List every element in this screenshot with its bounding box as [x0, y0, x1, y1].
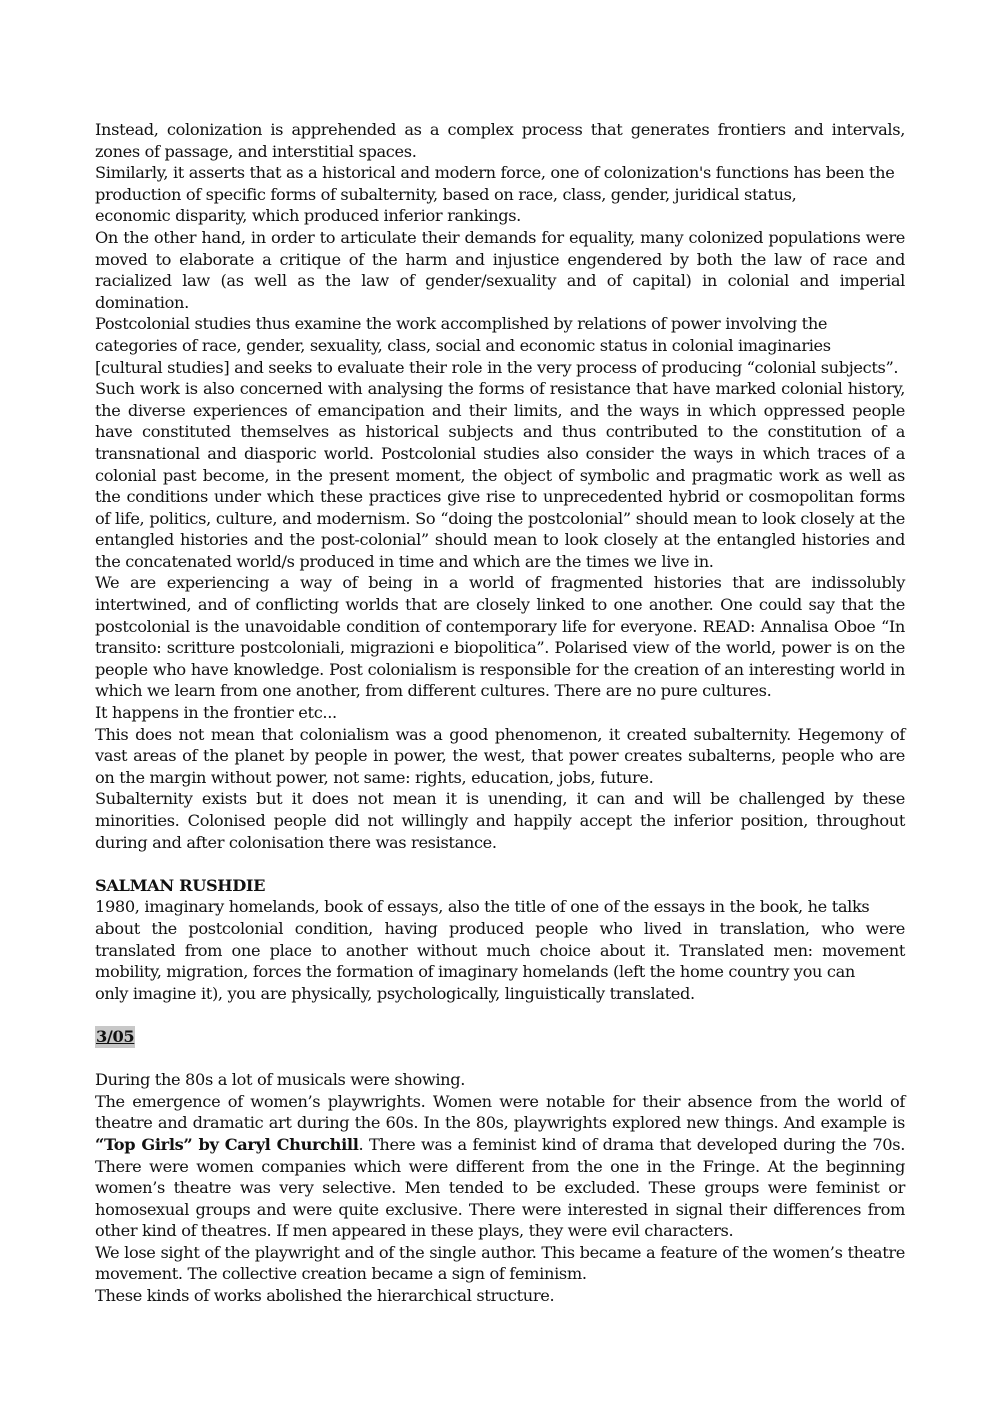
women-playwrights-text-a: The emergence of women’s playwrights. Women were notable for their absence from the world of theatre and dramatic art during the 60s. In the 80s, playwrights explored new things. And example is — [95, 1091, 905, 1133]
paragraph-subalternity-challenged: Subalternity exists but it does not mean it is unending, it can and will be challenged by these minorities. Colonised people did not willingly and happily accept the inferior position, throughout during and after colonisation there was resistance. — [95, 789, 905, 852]
document-page — [95, 119, 905, 1307]
paragraph-single-author: We lose sight of the playwright and of the single author. This became a feature of the women’s theatre movement. The collective creation became a sign of feminism. — [95, 1242, 905, 1284]
paragraph-musicals: During the 80s a lot of musicals were showing. — [95, 1070, 466, 1090]
women-playwrights-text-b: . There was a feminist kind of drama that developed during the 70s. There were women companies which were different from the one in the Fringe. At the beginning women’s theatre was very selective. Men tended to be excluded. These groups were feminist or homosexual groups and were quite exclusive. There were interested in signal their differences from other kind of theatres. If men appeared in these plays, they were evil characters. — [95, 1134, 905, 1241]
paragraph-postcolonial-studies-1: Postcolonial studies thus examine the work accomplished by relations of power involving the — [95, 314, 828, 334]
spacer — [95, 853, 905, 875]
paragraph-frontier: It happens in the frontier etc... — [95, 703, 337, 723]
paragraph-colonialism-subalternity: This does not mean that colonialism was a good phenomenon, it created subalternity. Hegemony of vast areas of the planet by people in power, the west, that power creates subalterns, people who are on the margin without power, not same: rights, education, jobs, future. — [95, 724, 905, 787]
top-girls-title: “Top Girls” by Caryl Churchill — [95, 1134, 359, 1154]
paragraph-postcolonial-studies-2: categories of race, gender, sexuality, class, social and economic status in colonial imaginaries — [95, 335, 831, 355]
paragraph-colonization-process: Instead, colonization is apprehended as a complex process that generates frontiers and intervals, zones of passage, and interstitial spaces. — [95, 120, 905, 161]
rushdie-last-line: only imagine it), you are physically, psychologically, linguistically translated. — [95, 983, 695, 1003]
date-heading-row — [95, 1026, 905, 1048]
spacer — [95, 1048, 905, 1070]
paragraph-postcolonial-studies-3: [cultural studies] and seeks to evaluate their role in the very process of producing “colonial subjects”. — [95, 357, 899, 377]
paragraph-forms-of-resistance: Such work is also concerned with analysing the forms of resistance that have marked colonial history, the diverse experiences of emancipation and their limits, and the ways in which oppressed people have constituted themselves as historical subjects and thus contributed to the constitution of a transnational and diasporic world. Postcolonial studies also consider the ways in which traces of a colonial past become, in the present moment, the object of symbolic and pragmatic work as well as the conditions under which these practices give rise to unprecedented hybrid or cosmopolitan forms of life, politics, culture, and modernism. So “doing the postcolonial” should mean to look closely at the entangled histories and the post-colonial” should mean to look closely at the entangled histories and the concatenated world/s produced in time and which are the times we live in. — [95, 379, 905, 571]
spacer — [95, 1004, 905, 1026]
section-heading-rushdie: SALMAN RUSHDIE — [95, 875, 266, 895]
paragraph-women-playwrights — [95, 1091, 905, 1242]
paragraph-economic-disparity: economic disparity, which produced inferior rankings. — [95, 206, 521, 226]
paragraph-hierarchical-structure: These kinds of works abolished the hierarchical structure. — [95, 1286, 555, 1306]
paragraph-fragmented-histories: We are experiencing a way of being in a world of fragmented histories that are indissolubly intertwined, and of conflicting worlds that are closely linked to one another. One could say that the postcolonial is the unavoidable condition of contemporary life for everyone. READ: Annalisa Oboe “In transito: scritture postcoloniali, migrazioni e biopolitica”. Polarised view of the world, power is on the people who have knowledge. Post colonialism is responsible for the creation of an interesting world in which we learn from one another, from different cultures. There are no pure cultures. — [95, 573, 905, 701]
section-date: 3/05 — [96, 1026, 135, 1046]
rushdie-line-1: 1980, imaginary homelands, book of essays, also the title of one of the essays in the book, he talks — [95, 897, 870, 917]
paragraph-demands-for-equality: On the other hand, in order to articulate their demands for equality, many colonized populations were moved to elaborate a critique of the harm and injustice engendered by both the law of race and racialized law (as well as the law of gender/sexuality and of capital) in colonial and imperial domination. — [95, 227, 905, 312]
paragraph-subalternity-production: Similarly, it asserts that as a historical and modern force, one of colonization's functions has been the production of specific forms of subalternity, based on race, class, gender, juridical status, — [95, 163, 895, 204]
rushdie-body: about the postcolonial condition, having produced people who lived in translation, who were translated from one place to another without much choice about it. Translated men: movement mobility, migration, forces the formation of imaginary homelands (left the home country you can — [95, 918, 905, 982]
